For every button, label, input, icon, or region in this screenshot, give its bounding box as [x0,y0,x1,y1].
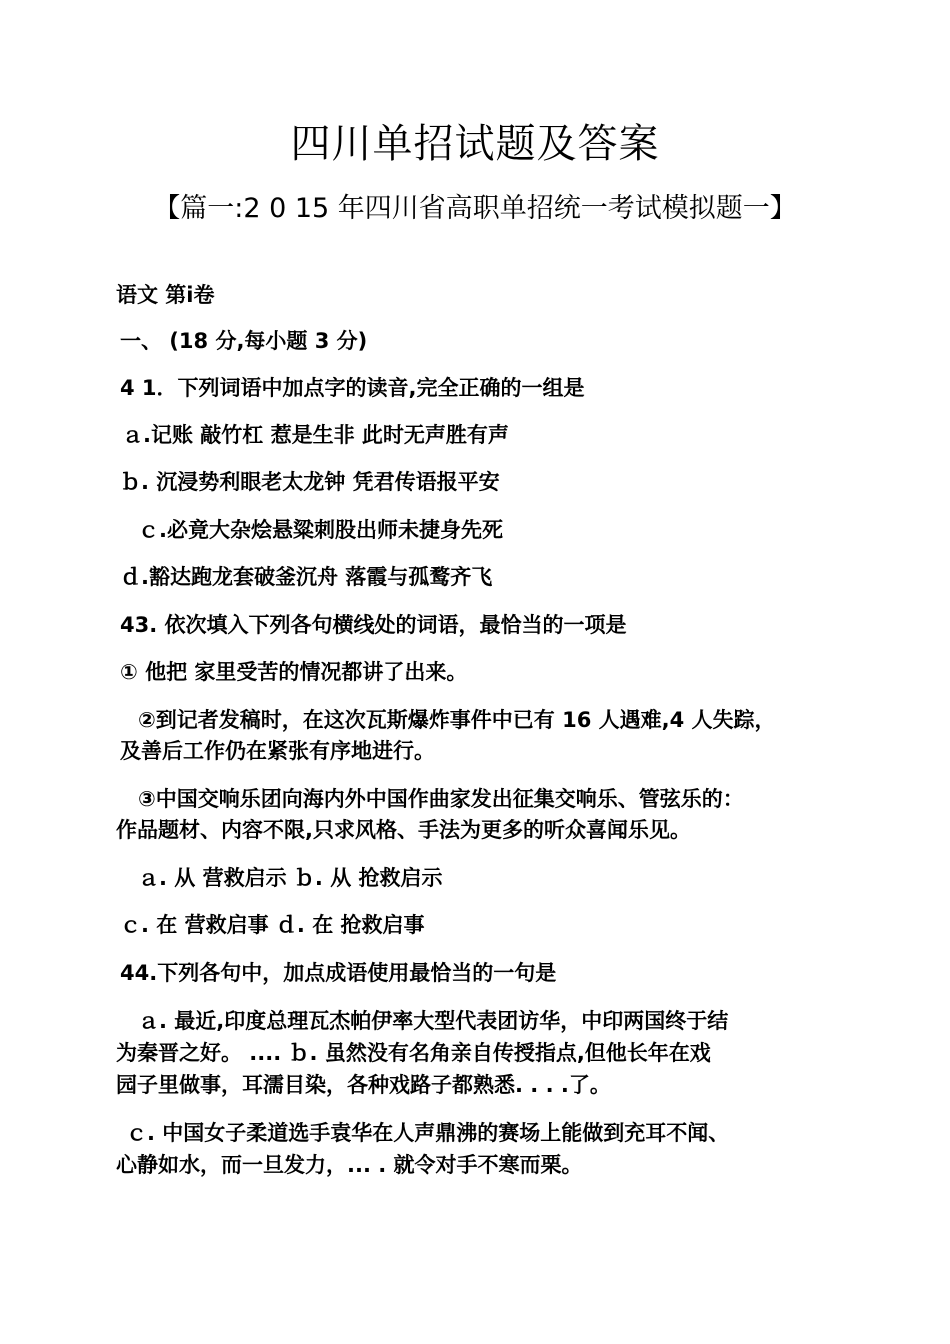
question-43-sentence-3-cont: 作品题材、内容不限,只求风格、手法为更多的听众喜闻乐见。 [116,818,691,842]
question-43-sentence-3: ③中国交响乐团向海内外中国作曲家发出征集交响乐、管弦乐的： [138,787,744,811]
document-title: 四川单招试题及答案 [290,121,660,167]
question-44-option-a: ａ. 最近,印度总理瓦杰帕伊率大型代表团访华，中印两国终于结 [138,1009,729,1033]
question-41-option-c: ｃ.必竟大杂烩悬粱刺股出师未捷身先死 [138,518,503,542]
question-41-stem: 4 1．下列词语中加点字的读音,完全正确的一组是 [120,376,585,400]
question-41-option-a: ａ.记账 敲竹杠 惹是生非 此时无声胜有声 [122,423,509,447]
question-43-sentence-2-cont: 及善后工作仍在紧张有序地进行。 [120,739,435,763]
section-heading: 语文 第ⅰ卷 [116,283,215,307]
question-41-option-d: ｄ.豁达跑龙套破釜沉舟 落霞与孤鹜齐飞 [120,565,493,589]
question-43-sentence-2: ②到记者发稿时，在这次瓦斯爆炸事件中已有 16 人遇难,4 人失踪， [138,708,776,732]
question-43-stem: 43. 依次填入下列各句横线处的词语，最恰当的一项是 [120,613,627,637]
question-43-options-ab: ａ. 从 营救启示 ｂ. 从 抢救启示 [138,866,443,890]
question-44-option-b-cont: 园子里做事，耳濡目染，各种戏路子都熟悉. . . .了。 [116,1073,611,1097]
part-heading: 一、 (18 分,每小题 3 分) [120,329,368,353]
question-44-option-c: ｃ. 中国女子柔道选手袁华在人声鼎沸的赛场上能做到充耳不闻、 [126,1121,730,1145]
question-44-stem: 44.下列各句中，加点成语使用最恰当的一句是 [120,961,557,985]
question-44-option-c-cont: 心静如水，而一旦发力，... . 就令对手不寒而栗。 [116,1153,583,1177]
document-subtitle: 【篇一:2 0 15 年四川省高职单招统一考试模拟题一】 [153,193,797,224]
question-43-sentence-1: ① 他把 家里受苦的情况都讲了出来。 [120,660,468,684]
question-44-option-a-cont: 为秦晋之好。 .... ｂ. 虽然没有名角亲自传授指点,但他长年在戏 [116,1041,711,1065]
question-41-option-b: ｂ. 沉浸势利眼老太龙钟 凭君传语报平安 [120,470,500,494]
question-43-options-cd: ｃ. 在 营救启事 ｄ. 在 抢救启事 [120,913,425,937]
